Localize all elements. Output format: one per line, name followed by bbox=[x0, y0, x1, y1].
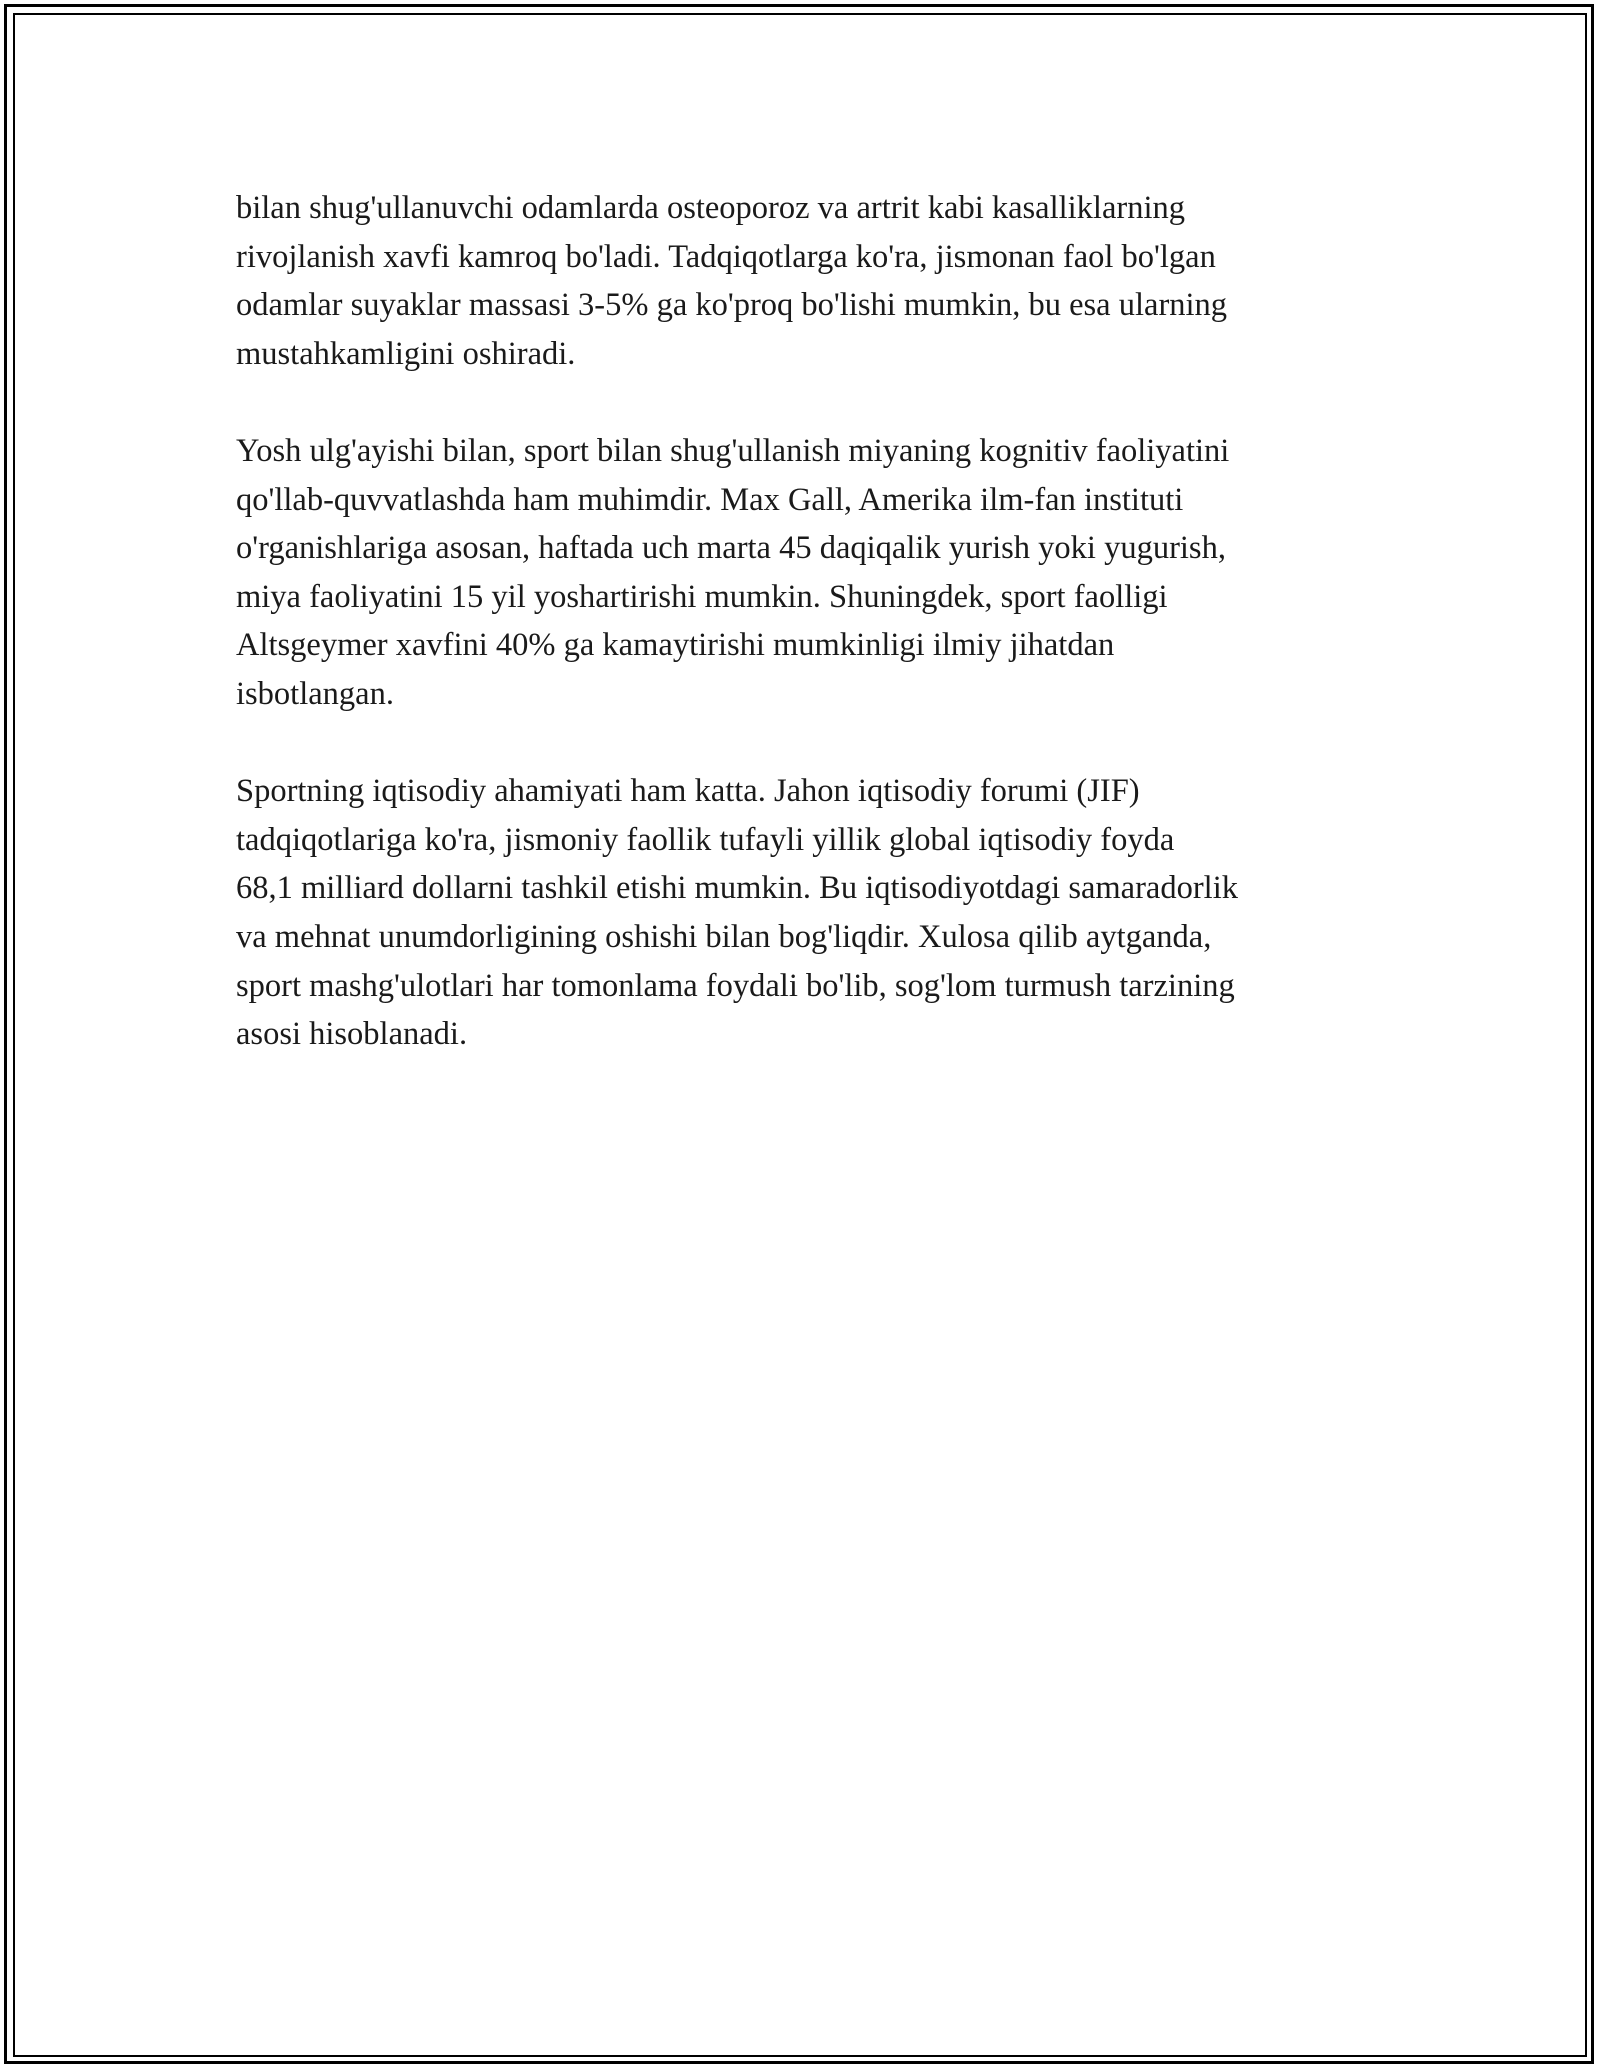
paragraph-economic-impact: Sportning iqtisodiy ahamiyati ham katta. Jahon iqtisodiy forumi (JIF) tadqiqotlariga ko'ra, jismoniy faollik tufayli yillik global iqtisodiy foyda 68,1 milliard dollarni tashkil etishi mumkin. Bu iqtisodiyotdagi samaradorlik va mehnat unumdorligining oshishi bilan bog'liqdir. Xulosa qilib aytganda, sport mashg'ulotlari har tomonlama foydali bo'lib, sog'lom turmush tarzining asosi hisoblanadi. bbox=[236, 773, 1238, 1053]
paragraph-cognitive-health: Yosh ulg'ayishi bilan, sport bilan shug'ullanish miyaning kognitiv faoliyatini qo'llab-quvvatlashda ham muhimdir. Max Gall, Amerika ilm-fan instituti o'rganishlariga asosan, haftada uch marta 45 daqiqalik yurish yoki yugurish, miya faoliyatini 15 yil yoshartirishi mumkin. Shuningdek, sport faolligi Altsgeymer xavfini 40% ga kamaytirishi mumkinligi ilmiy jihatdan isbotlangan. bbox=[236, 432, 1230, 712]
paragraph-bone-health: bilan shug'ullanuvchi odamlarda osteoporoz va artrit kabi kasalliklarning rivojlanish xavfi kamroq bo'ladi. Tadqiqotlarga ko'ra, jismonan faol bo'lgan odamlar suyaklar massasi 3-5% ga ko'proq bo'lishi mumkin, bu esa ularning mustahkamligini oshiradi. bbox=[236, 190, 1228, 372]
document-body bbox=[236, 184, 1386, 1059]
